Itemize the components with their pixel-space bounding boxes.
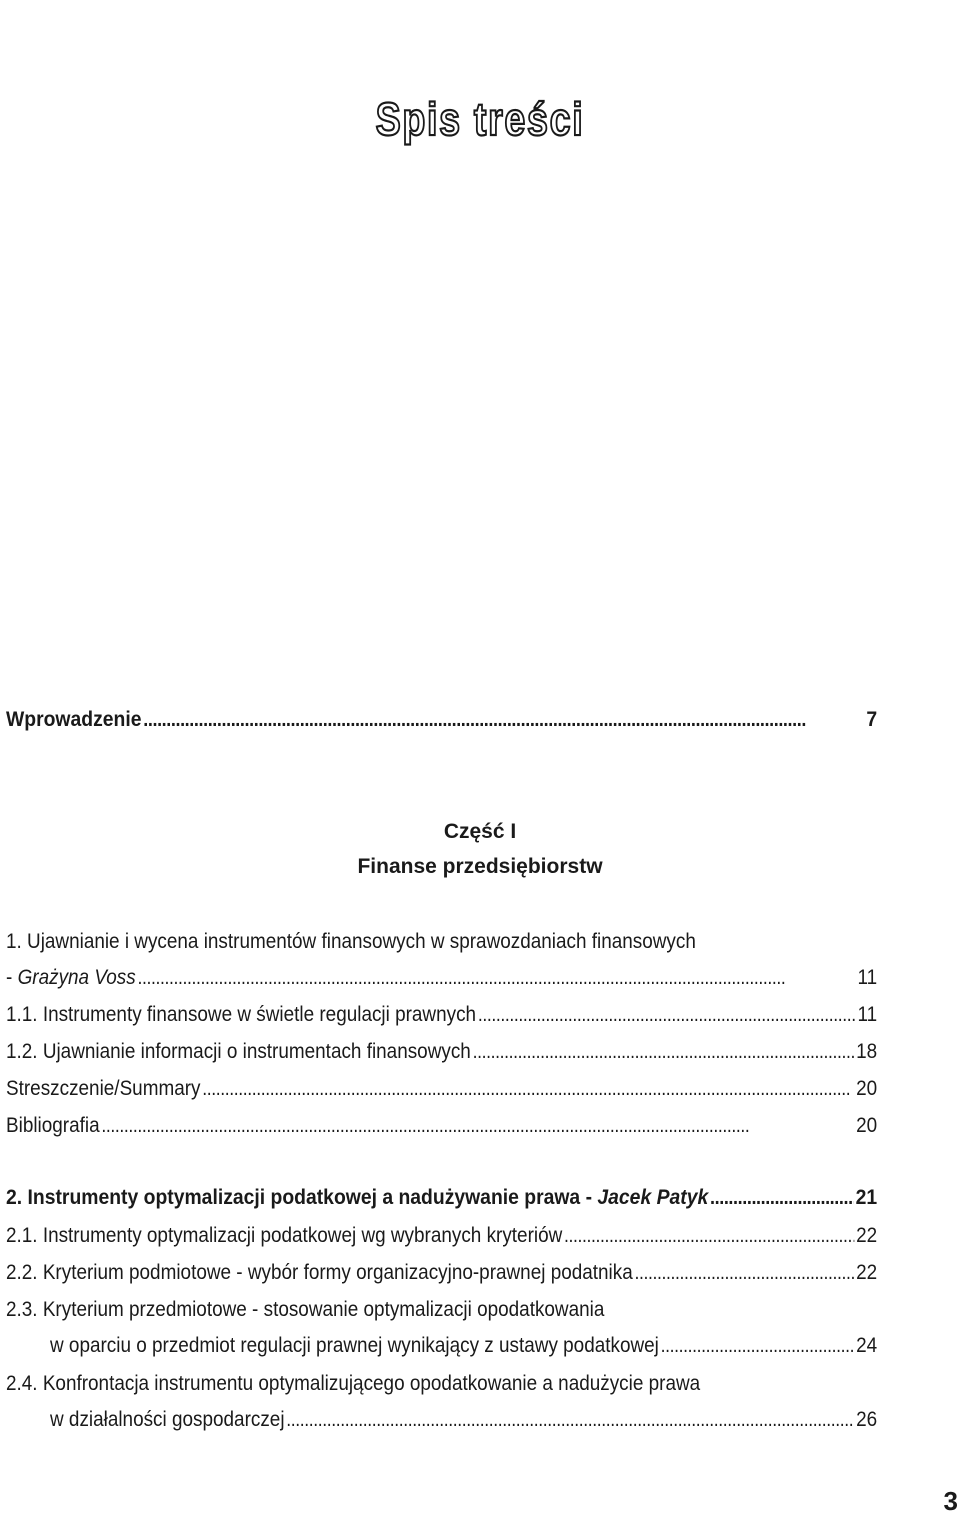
toc-entry-label: Bibliografia [6,1113,100,1137]
toc-entry-label: 1.1. Instrumenty finansowe w świetle regulacji prawnych [6,1002,477,1026]
dot-leader [564,1219,854,1252]
dot-leader [101,1109,854,1142]
toc-entry[interactable] [6,1218,877,1252]
toc-page-number: 21 [855,1185,878,1209]
toc-page-number: 20 [856,1076,878,1100]
toc-page-number: 22 [856,1223,878,1247]
dot-leader [710,1181,854,1214]
dot-leader [286,1403,854,1436]
dot-leader [473,1035,855,1068]
chapter-1-title[interactable]: 1. Ujawnianie i wycena instrumentów finansowych w sprawozdaniach finansowych [6,929,696,953]
toc-page-number: 11 [857,1002,878,1026]
toc-page-number: 22 [856,1260,878,1284]
page-number: 3 [943,1486,958,1516]
chapter-author: Jacek Patyk [597,1185,709,1209]
toc-entry-label [6,1180,708,1214]
toc-page-number: 20 [856,1113,878,1137]
toc-entry-label: 2.2. Kryterium podmiotowe - wybór formy organizacyjno-prawnej podatnika [6,1260,633,1284]
dot-leader [137,961,855,994]
toc-entry-label [6,960,136,994]
toc-entry[interactable] [6,997,877,1031]
chapter-author: Grażyna Voss [17,965,136,989]
toc-entry[interactable] [6,1255,877,1289]
toc-entry[interactable] [50,1402,877,1436]
toc-entry-label-line1[interactable]: 2.4. Konfrontacja instrumentu optymalizującego opodatkowanie a nadużycie prawa [6,1371,701,1395]
dot-leader [143,703,855,736]
toc-page-number: 7 [866,707,878,731]
toc-entry-chapter-1-author[interactable] [6,960,877,994]
toc-page-number: 24 [856,1333,878,1357]
toc-entry-introduction[interactable] [6,702,877,736]
dash-prefix: - [6,965,18,989]
toc-page-number: 26 [856,1407,878,1431]
toc-entry-chapter-2[interactable] [6,1180,877,1214]
toc-entry-label: 2.1. Instrumenty optymalizacji podatkowej wg wybranych kryteriów [6,1223,563,1247]
toc-page-number: 11 [857,965,878,989]
toc-entry-label: Streszczenie/Summary [6,1076,201,1100]
chapter-title: 2. Instrumenty optymalizacji podatkowej a nadużywanie prawa - [6,1185,598,1209]
dot-leader [202,1072,854,1105]
toc-entry-label-line1[interactable]: 2.3. Kryterium przedmiotowe - stosowanie optymalizacji opodatkowania [6,1297,605,1321]
toc-entry-label: w działalności gospodarczej [50,1407,285,1431]
dot-leader [635,1256,855,1289]
toc-entry-label: 1.2. Ujawnianie informacji o instrumentach finansowych [6,1039,471,1063]
toc-entry-label: Wprowadzenie [6,707,142,731]
toc-page-number: 18 [856,1039,878,1063]
dot-leader [661,1329,855,1362]
toc-entry[interactable] [6,1108,877,1142]
toc-entry-label: w oparciu o przedmiot regulacji prawnej wynikający z ustawy podatkowej [50,1333,659,1357]
toc-entry[interactable] [50,1328,877,1362]
part-title: Finanse przedsiębiorstw [357,855,603,878]
part-number: Część I [443,820,517,843]
page-title: Spis treści [375,93,585,145]
toc-entry[interactable] [6,1071,877,1105]
dot-leader [478,998,856,1031]
toc-entry[interactable] [6,1034,877,1068]
